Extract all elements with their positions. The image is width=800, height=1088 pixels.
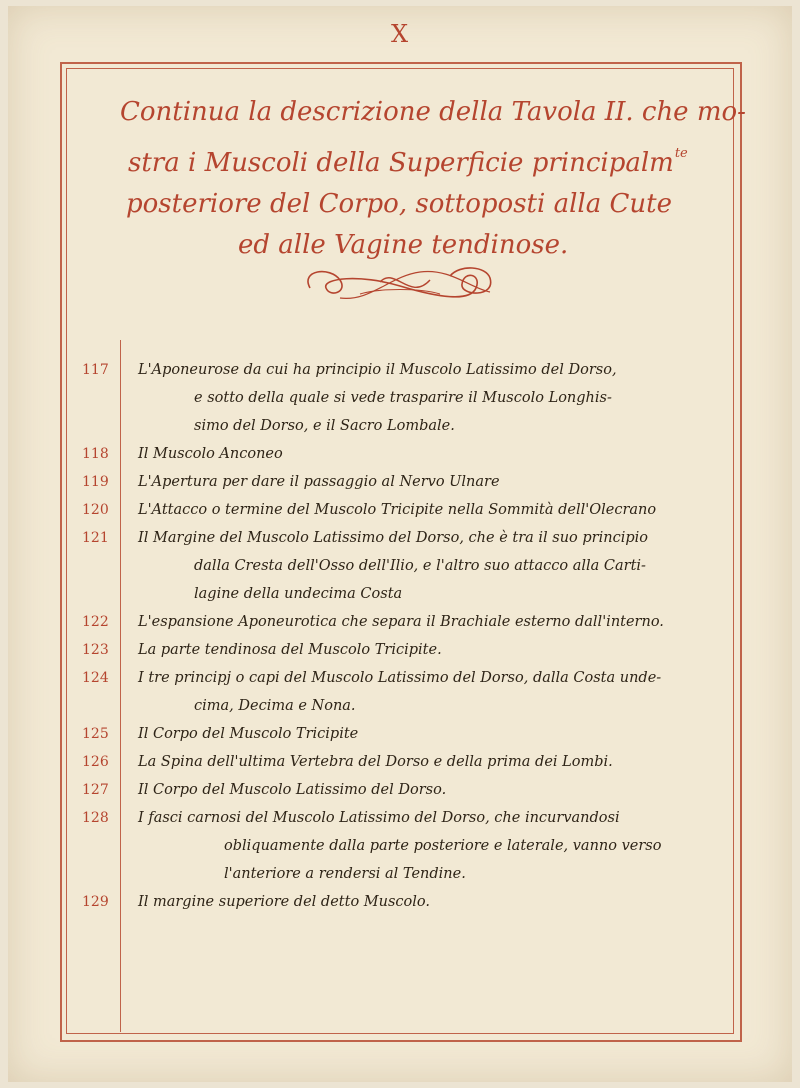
list-item xyxy=(0,608,800,636)
list-item xyxy=(0,440,800,468)
entry-number: 126 xyxy=(82,754,109,770)
entry-number: 125 xyxy=(82,726,109,742)
list-item xyxy=(0,496,800,524)
entry-number: 124 xyxy=(82,670,109,686)
title-line-4: ed alle Vagine tendinose. xyxy=(238,230,569,260)
entry-text xyxy=(138,776,718,804)
list-item xyxy=(0,720,800,748)
page-number: X xyxy=(390,20,410,48)
list-item xyxy=(0,748,800,776)
entry-list xyxy=(0,356,800,916)
entry-line: I tre principj o capi del Muscolo Latissimo del Dorso, dalla Costa unde- xyxy=(138,670,662,686)
list-item xyxy=(0,636,800,664)
entry-text xyxy=(138,720,718,748)
title-line-2-text: stra i Muscoli della Superficie principalm xyxy=(128,148,674,178)
entry-number: 129 xyxy=(82,894,109,910)
page-title xyxy=(110,92,746,266)
title-line-1: Continua la descrizione della Tavola II. che mo- xyxy=(120,97,746,127)
list-item xyxy=(0,356,800,440)
list-item xyxy=(0,804,800,888)
entry-text xyxy=(138,636,718,664)
entry-line: cima, Decima e Nona. xyxy=(194,698,356,714)
entry-number: 128 xyxy=(82,810,109,826)
list-item xyxy=(0,888,800,916)
entry-line: La Spina dell'ultima Vertebra del Dorso e della prima dei Lombi. xyxy=(138,754,613,770)
list-item xyxy=(0,664,800,720)
entry-number: 127 xyxy=(82,782,109,798)
entry-line: obliquamente dalla parte posteriore e laterale, vanno verso xyxy=(224,838,662,854)
entry-text xyxy=(138,664,718,720)
entry-text xyxy=(138,496,718,524)
entry-text xyxy=(138,468,718,496)
entry-line: lagine della undecima Costa xyxy=(194,586,403,602)
entry-line: e sotto della quale si vede trasparire il Muscolo Longhis- xyxy=(194,390,612,406)
entry-text xyxy=(138,804,718,888)
entry-line: L'Attacco o termine del Muscolo Tricipite nella Sommità dell'Olecrano xyxy=(138,502,657,518)
title-line-3: posteriore del Corpo, sottoposti alla Cute xyxy=(126,189,672,219)
entry-line: I fasci carnosi del Muscolo Latissimo del Dorso, che incurvandosi xyxy=(138,810,620,826)
entry-number: 122 xyxy=(82,614,109,630)
entry-number: 118 xyxy=(82,446,109,462)
entry-text xyxy=(138,608,718,636)
entry-text xyxy=(138,888,718,916)
entry-text xyxy=(138,440,718,468)
entry-line: Il Muscolo Anconeo xyxy=(138,446,283,462)
entry-line: Il Corpo del Muscolo Tricipite xyxy=(138,726,359,742)
entry-line: L'Apertura per dare il passaggio al Nervo Ulnare xyxy=(138,474,500,490)
entry-line: L'Aponeurose da cui ha principio il Muscolo Latissimo del Dorso, xyxy=(138,362,617,378)
entry-number: 121 xyxy=(82,530,109,546)
entry-text xyxy=(138,524,718,608)
title-superscript: te xyxy=(674,146,688,161)
entry-number: 119 xyxy=(82,474,109,490)
entry-line: dalla Cresta dell'Osso dell'Ilio, e l'altro suo attacco alla Carti- xyxy=(194,558,646,574)
entry-text xyxy=(138,748,718,776)
title-line-2 xyxy=(110,133,730,184)
list-item xyxy=(0,776,800,804)
list-item xyxy=(0,468,800,496)
entry-number: 120 xyxy=(82,502,109,518)
entry-line: l'anteriore a rendersi al Tendine. xyxy=(224,866,466,882)
entry-line: Il Corpo del Muscolo Latissimo del Dorso. xyxy=(138,782,447,798)
entry-text xyxy=(138,356,718,440)
flourish-ornament xyxy=(300,258,500,314)
entry-line: Il Margine del Muscolo Latissimo del Dorso, che è tra il suo principio xyxy=(138,530,648,546)
entry-line: L'espansione Aponeurotica che separa il Brachiale esterno dall'interno. xyxy=(138,614,664,630)
entry-line: simo del Dorso, e il Sacro Lombale. xyxy=(194,418,455,434)
entry-line: La parte tendinosa del Muscolo Tricipite. xyxy=(138,642,442,658)
list-item xyxy=(0,524,800,608)
entry-line: Il margine superiore del detto Muscolo. xyxy=(138,894,430,910)
entry-number: 117 xyxy=(82,362,109,378)
entry-number: 123 xyxy=(82,642,109,658)
